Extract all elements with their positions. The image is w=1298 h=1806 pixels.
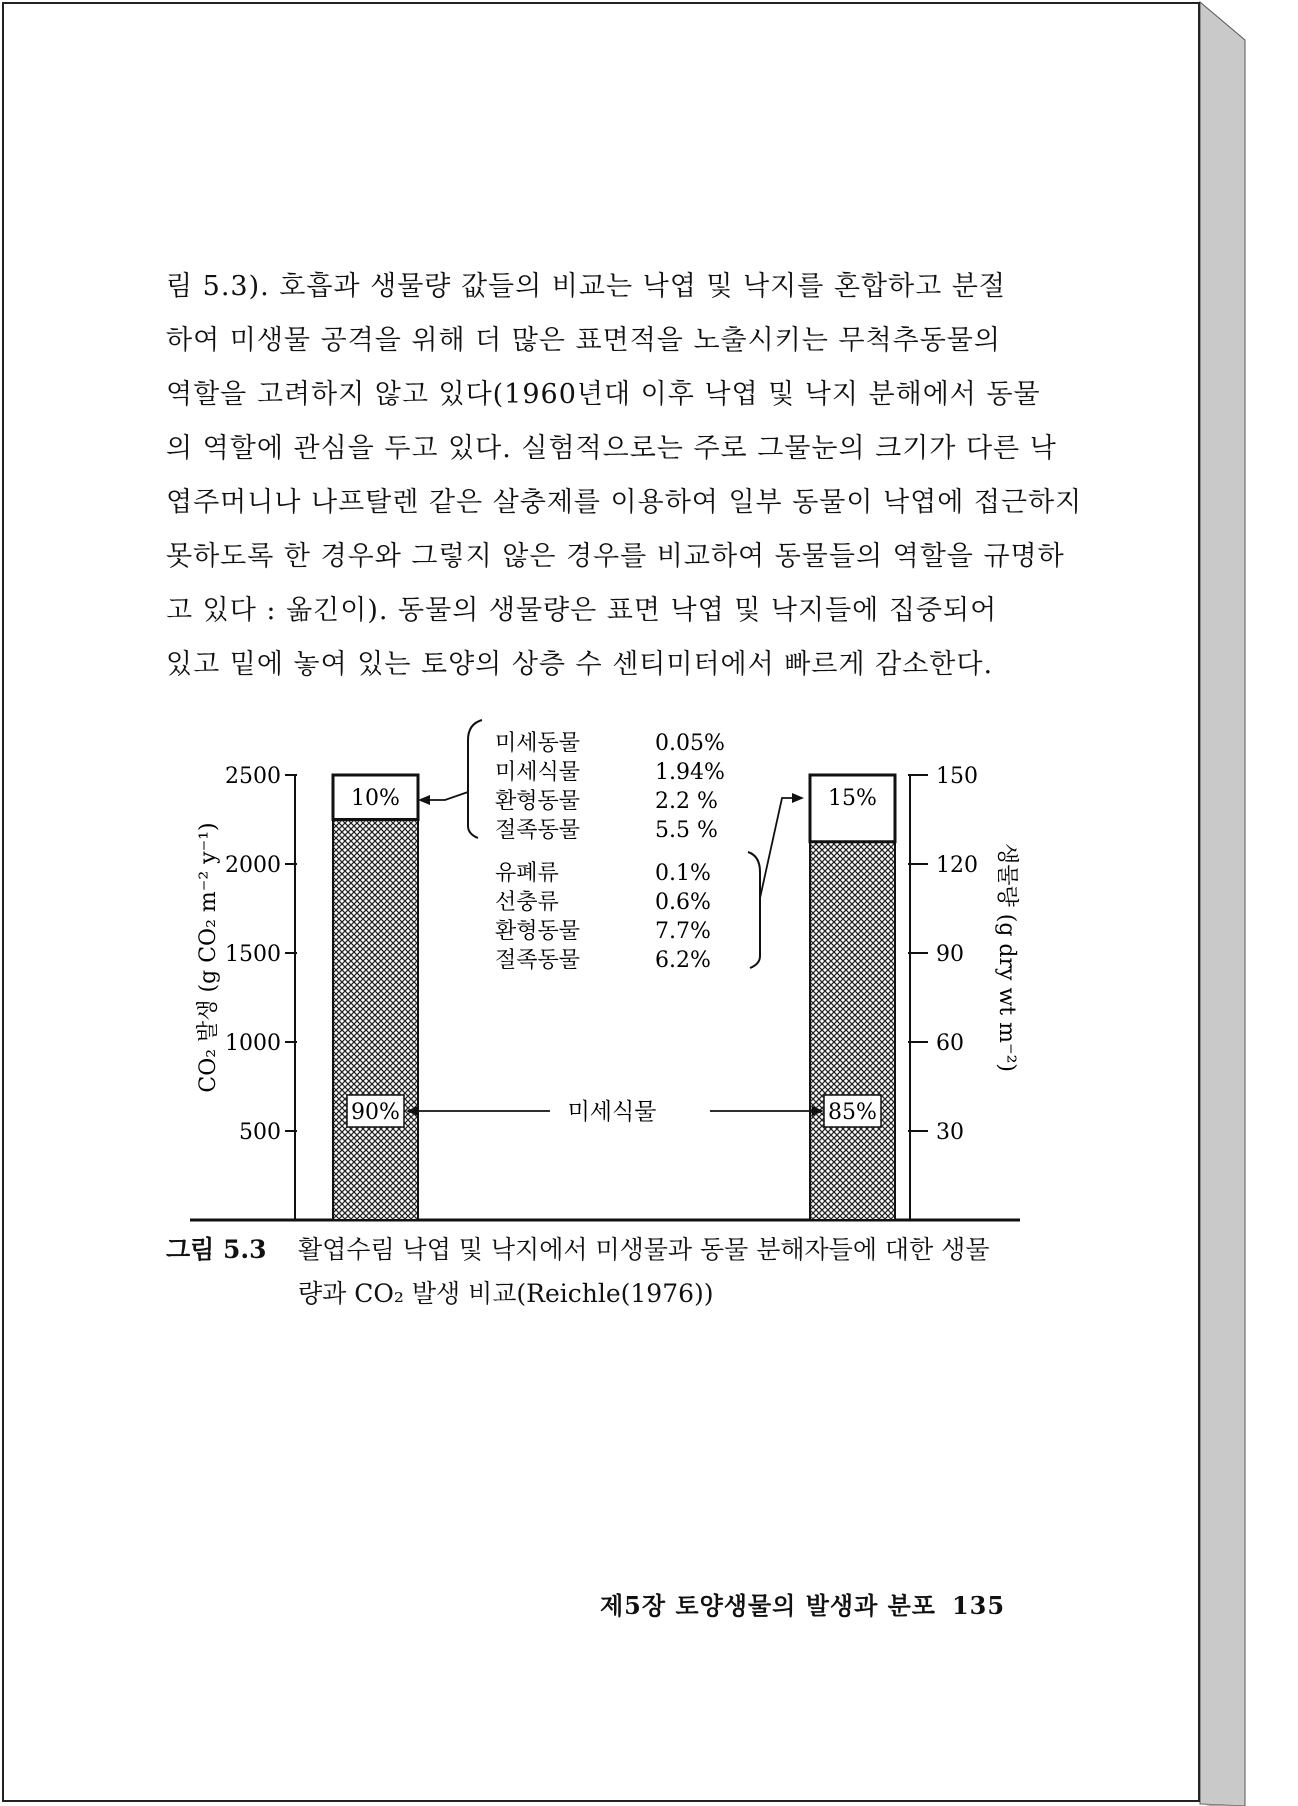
text-line: 엽주머니나 나프탈렌 같은 살충제를 이용하여 일부 동물이 낙엽에 접근하지 — [166, 487, 1083, 518]
caption-line-1: 활엽수림 낙엽 및 낙지에서 미생물과 동물 분해자들에 대한 생물 — [298, 1235, 990, 1264]
bar-segment-microflora — [333, 820, 418, 1221]
left-axis-tick-label: 1000 — [225, 1031, 281, 1056]
co2-breakdown-value: 1.94% — [655, 760, 725, 785]
page-number: 135 — [951, 1591, 1006, 1620]
biomass-breakdown-value: 0.6% — [655, 890, 711, 915]
co2-pointer-arrow — [418, 795, 430, 805]
biomass-breakdown-name: 선충류 — [495, 890, 559, 915]
biomass-breakdown-value: 0.1% — [655, 861, 711, 886]
text-line: 못하도록 한 경우와 그렇지 않은 경우를 비교하여 동물들의 역할을 규명하 — [166, 541, 1065, 572]
bar-fauna-percent-label: 15% — [828, 786, 877, 811]
center-label-microflora: 미세식물 — [567, 1099, 657, 1125]
right-axis-title: 생물량 (g dry wt m⁻²) — [994, 843, 1019, 1072]
left-axis-tick-label: 500 — [239, 1120, 281, 1145]
caption-label: 그림 5.3 — [166, 1235, 267, 1264]
text-line: 고 있다 : 옮긴이). 동물의 생물량은 표면 낙엽 및 낙지들에 집중되어 — [166, 595, 998, 626]
figure-5-3-chart — [0, 700, 1200, 1230]
co2-breakdown-name: 미세식물 — [495, 760, 581, 785]
co2-breakdown-name: 절족동물 — [495, 818, 581, 843]
co2-breakdown-value: 5.5 % — [655, 818, 718, 843]
co2-breakdown-value: 2.2 % — [655, 789, 718, 814]
right-axis-tick-label: 150 — [936, 764, 978, 789]
text-line: 의 역할에 관심을 두고 있다. 실험적으로는 주로 그물눈의 크기가 다른 낙 — [166, 433, 1057, 464]
biomass-pointer-line — [760, 798, 800, 898]
bar-microflora-percent-label: 90% — [351, 1100, 400, 1125]
bar-segment-microflora — [810, 842, 895, 1220]
left-axis-tick-label: 2500 — [225, 764, 281, 789]
biomass-bracket — [748, 852, 760, 968]
right-axis-tick-label: 30 — [936, 1120, 964, 1145]
right-axis-tick-label: 120 — [936, 853, 978, 878]
co2-breakdown-name: 미세동물 — [495, 731, 581, 756]
left-axis-tick-label: 2000 — [225, 853, 281, 878]
text-line: 있고 밑에 놓여 있는 토양의 상층 수 센티미터에서 빠르게 감소한다. — [166, 649, 994, 680]
caption-line-2: 량과 CO₂ 발생 비교(Reichle(1976)) — [298, 1279, 714, 1308]
biomass-breakdown-value: 7.7% — [655, 919, 711, 944]
biomass-breakdown-name: 절족동물 — [495, 948, 581, 973]
text-line: 하여 미생물 공격을 위해 더 많은 표면적을 노출시키는 무척추동물의 — [166, 325, 1001, 356]
right-axis-tick-label: 60 — [936, 1031, 964, 1056]
chapter-title: 제5장 토양생물의 발생과 분포 — [600, 1591, 936, 1620]
bar-fauna-percent-label: 10% — [351, 786, 400, 811]
left-axis-title: CO₂ 발생 (g CO₂ m⁻² y⁻¹) — [196, 822, 221, 1093]
text-line: 역할을 고려하지 않고 있다(1960년대 이후 낙엽 및 낙지 분해에서 동물 — [166, 379, 1041, 410]
biomass-breakdown-name: 유폐류 — [495, 861, 559, 886]
biomass-pointer-arrow — [792, 793, 804, 803]
co2-bracket — [468, 720, 482, 838]
biomass-breakdown-value: 6.2% — [655, 948, 711, 973]
body-paragraph — [166, 260, 1083, 692]
text-line: 림 5.3). 호흡과 생물량 값들의 비교는 낙엽 및 낙지를 혼합하고 분절 — [166, 271, 1006, 302]
co2-breakdown-value: 0.05% — [655, 731, 725, 756]
right-axis-tick-label: 90 — [936, 942, 964, 967]
biomass-breakdown-name: 환형동물 — [495, 919, 581, 944]
figure-caption — [166, 1228, 1066, 1316]
left-axis-tick-label: 1500 — [225, 942, 281, 967]
bar-microflora-percent-label: 85% — [828, 1100, 877, 1125]
running-footer — [600, 1586, 1005, 1621]
co2-breakdown-name: 환형동물 — [495, 789, 581, 814]
